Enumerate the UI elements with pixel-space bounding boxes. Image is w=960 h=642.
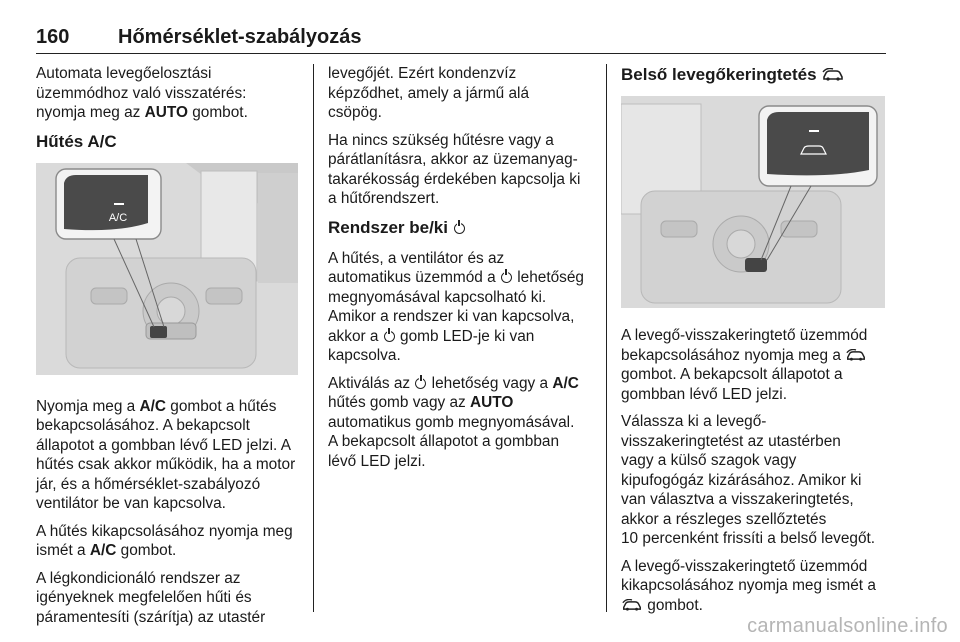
column-divider [313, 64, 314, 612]
car-recirculation-icon [845, 349, 867, 362]
figure-recirculation-button [621, 96, 885, 308]
page-title: Hőmérséklet-szabályozás [118, 26, 362, 48]
paragraph-cooling-on: Nyomja meg a A/C gombot a hűtés bekapcsolásához. A bekapcsolt állapotot a gombban lévő LED jelzi. A hűtés csak akkor működik, ha a motor jár, és a hőmérséklet-szabályozó ventilátor be van kapcsolva. [36, 397, 296, 512]
car-recirculation-icon [621, 599, 643, 612]
paragraph-ac-system: A légkondicionáló rendszer az igényeknek megfelelően hűti és páramentesíti (szárítja) az utastér [36, 569, 266, 626]
page-header [36, 26, 886, 54]
paragraph-cooling-off: A hűtés kikapcsolásához nyomja meg ismét a A/C gombot. [36, 522, 293, 559]
paragraph-recirc-on: A levegő-visszakeringtető üzemmód bekapcsolásához nyomja meg a gombot. A bekapcsolt állapotot a gombban lévő LED jelzi. [621, 327, 868, 403]
paragraph-system-off: A hűtés, a ventilátor és az automatikus üzemmód a lehetőség megnyomásával kapcsolható ki. Amikor a rendszer ki van kapcsolva, akkor a gomb LED-je ki van kapcsolva. [328, 249, 584, 364]
heading-cooling: Hűtés A/C [36, 131, 117, 151]
column-1 [36, 64, 298, 635]
column-3 [621, 64, 887, 623]
paragraph-condensation: levegőjét. Ezért kondenzvíz képződhet, amely a jármű alá csöpög. [328, 65, 530, 121]
watermark: carmanualsonline.info [747, 615, 948, 637]
paragraph-recirc-off: A levegő-visszakeringtető üzemmód kikapcsolásához nyomja meg ismét a gombot. [621, 557, 876, 614]
heading-system-on-off: Rendszer be/ki [328, 217, 592, 239]
power-icon [454, 223, 465, 234]
car-recirculation-icon [821, 68, 845, 82]
page-number: 160 [36, 26, 70, 48]
heading-recirculation: Belső levegőkeringtetés [621, 64, 887, 86]
power-icon [501, 272, 512, 283]
figure-ac-button [36, 163, 298, 375]
column-divider [606, 64, 607, 612]
column-2 [328, 64, 592, 479]
ac-button-label: A/C [108, 211, 128, 224]
intro-paragraph: Automata levegőelosztási üzemmódhoz való visszatérés: nyomja meg az AUTO gombot. [36, 65, 248, 121]
paragraph-recirc-select: Válassza ki a levegő- visszakeringtetést az utastérben vagy a külső szagok vagy kipufogógáz kizárásához. Amikor ki van választva a visszakeringtetés, akkor a részleges szellőztetés 10 percenként frissíti a belső levegőt. [621, 413, 876, 547]
power-icon [415, 378, 426, 389]
paragraph-activation: Aktiválás az lehetőség vagy a A/C hűtés gomb vagy az AUTO automatikus gomb megnyomásával. A bekapcsolt állapotot a gombban lévő LED jelzi. [328, 374, 579, 470]
power-icon [384, 331, 395, 342]
paragraph-fuel-saving: Ha nincs szükség hűtésre vagy a párátlanításra, akkor az üzemanyag- takarékosság érdekében kapcsolja ki a hűtőrendszert. [328, 131, 581, 207]
